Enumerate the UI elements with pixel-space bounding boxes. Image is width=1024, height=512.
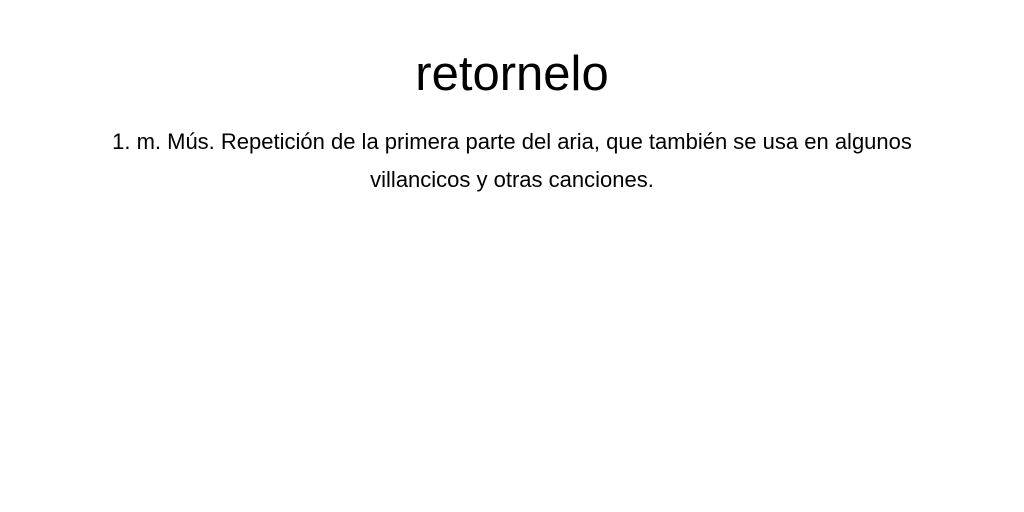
entry-definition: 1. m. Mús. Repetición de la primera parte del aria, que también se usa en algunos villancicos y otras canciones.	[112, 129, 912, 192]
entry-word: retornelo	[415, 47, 609, 101]
